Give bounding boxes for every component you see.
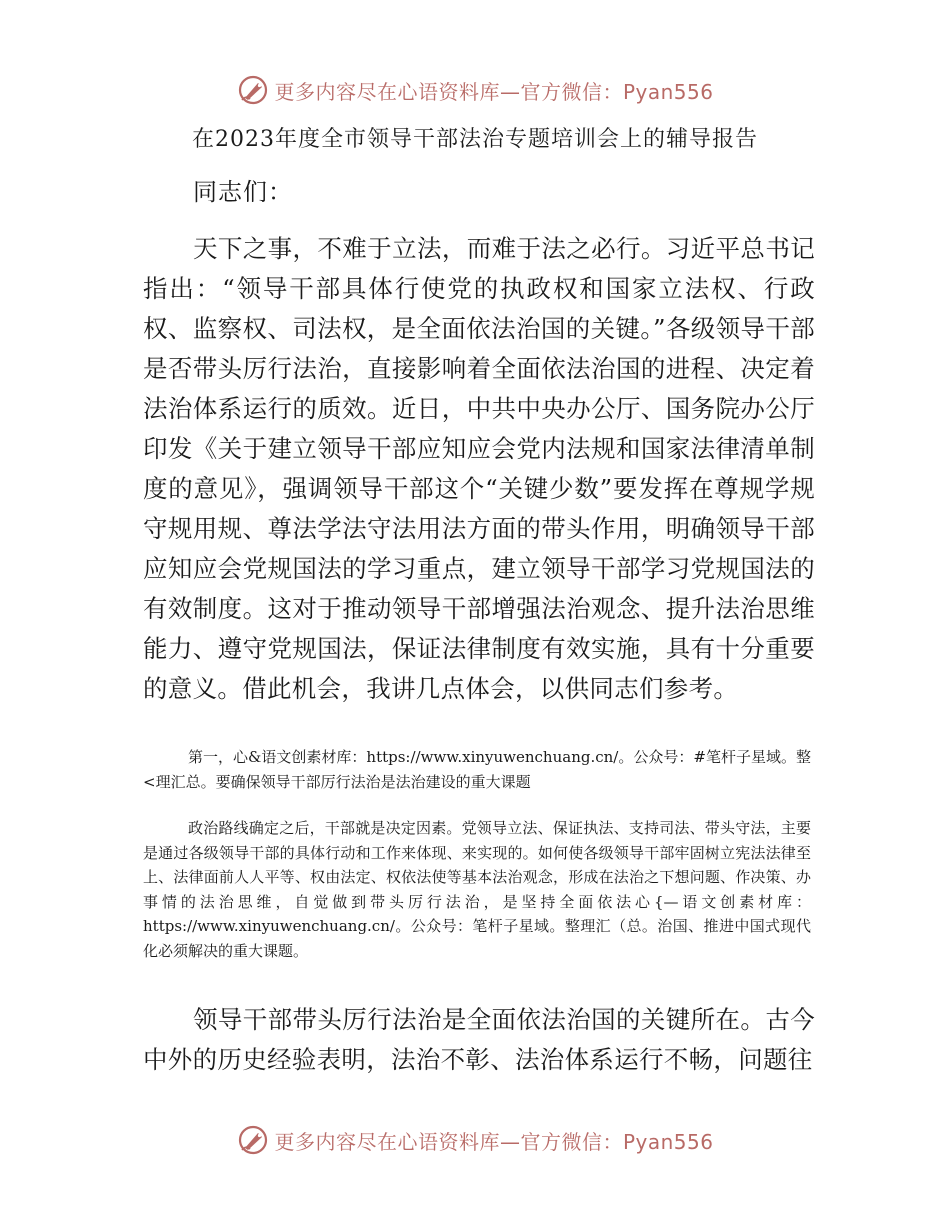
pen-nib-logo-icon: [236, 1123, 270, 1157]
greeting: 同志们：: [193, 178, 293, 206]
paragraph-body-large: 领导干部带头厉行法治是全面依法治国的关键所在。古今中外的历史经验表明，法治不彰、法治体系运行不畅，问题往: [143, 1005, 815, 1074]
document-title: 在2023年度全市领导干部法治专题培训会上的辅导报告: [192, 127, 758, 152]
footer-banner-text: 更多内容尽在心语资料库—官方微信：Pyan556: [274, 1129, 714, 1154]
pen-nib-logo-icon: [236, 73, 270, 107]
paragraph-body-small: 政治路线确定之后，干部就是决定因素。党领导立法、保证执法、支持司法、带头守法，主要是通过各级领导干部的具体行动和工作来体现、来实现的。如何使各级领导干部牢固树立宪法法律至上、法律面前人人平等、权由法定、权依法使等基本法治观念，形成在法治之下想问题、作决策、办事情的法治思维，自觉做到带头厉行法治，是坚持全面依法心{—语文创素材库：https://www.xinyuwenchuang.cn/。公众号：笔杆子星域。整理汇（总。治国、推进中国式现代化必须解决的重大课题。: [143, 819, 811, 960]
header-banner-text: 更多内容尽在心语资料库—官方微信：Pyan556: [274, 79, 714, 104]
footer-banner: [0, 1120, 950, 1160]
paragraph-section-heading: 第一，心&语文创素材库：https://www.xinyuwenchuang.cn/。公众号：#笔杆子星域。整<理汇总。要确保领导干部厉行法治是法治建设的重大课题: [143, 748, 811, 791]
header-banner: [0, 70, 950, 110]
paragraph-intro: 天下之事，不难于立法，而难于法之必行。习近平总书记指出：“领导干部具体行使党的执政权和国家立法权、行政权、监察权、司法权，是全面依法治国的关键。”各级领导干部是否带头厉行法治，直接影响着全面依法治国的进程、决定着法治体系运行的质效。近日，中共中央办公厅、国务院办公厅印发《关于建立领导干部应知应会党内法规和国家法律清单制度的意见》，强调领导干部这个“关键少数”要发挥在尊规学规守规用规、尊法学法守法用法方面的带头作用，明确领导干部应知应会党规国法的学习重点，建立领导干部学习党规国法的有效制度。这对于推动领导干部增强法治观念、提升法治思维能力、遵守党规国法，保证法律制度有效实施，具有十分重要的意义。借此机会，我讲几点体会，以供同志们参考。: [143, 234, 816, 703]
